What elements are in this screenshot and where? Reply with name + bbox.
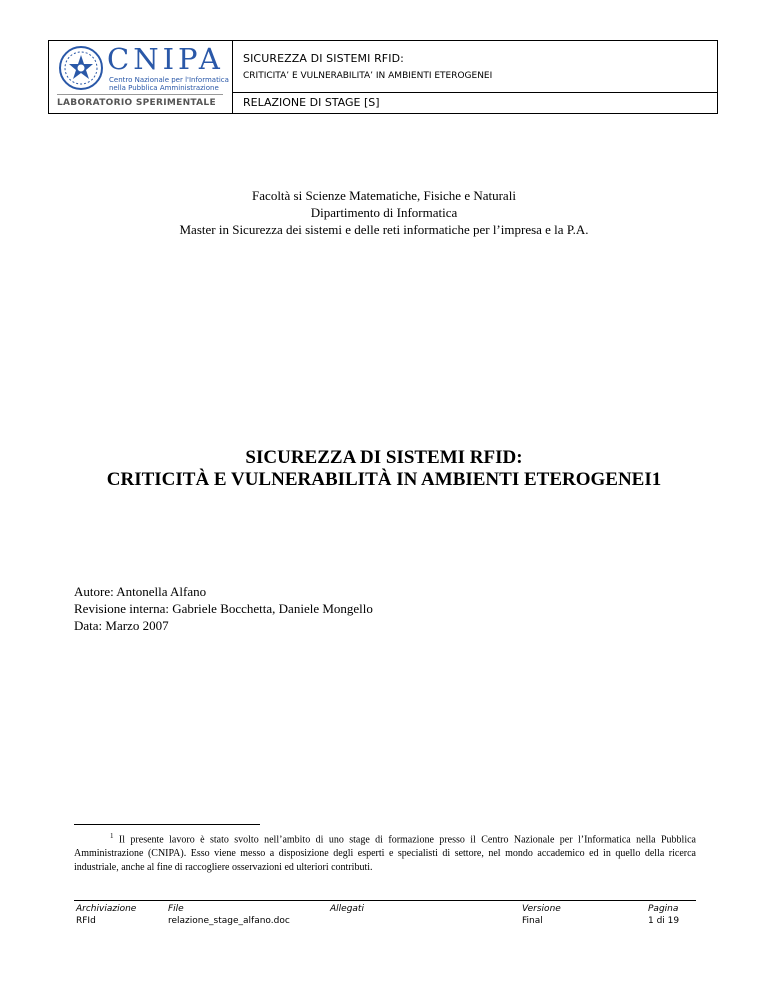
footnote-separator bbox=[74, 824, 260, 825]
logo-tagline-1: Centro Nazionale per l'Informatica bbox=[109, 76, 229, 84]
review-line: Revisione interna: Gabriele Bocchetta, Daniele Mongello bbox=[74, 601, 373, 616]
header-subtitle-cell bbox=[233, 93, 717, 113]
author-line: Autore: Antonella Alfano bbox=[74, 584, 207, 599]
footer-versione-value: Final bbox=[522, 916, 543, 926]
footer-archiviazione-value: RFId bbox=[76, 916, 96, 926]
italian-republic-emblem-icon bbox=[57, 45, 105, 91]
footer-rule bbox=[74, 900, 696, 901]
footer-pagina-label: Pagina bbox=[648, 904, 679, 914]
logo-tagline-2: nella Pubblica Amministrazione bbox=[109, 84, 219, 92]
footer-allegati-label: Allegati bbox=[330, 904, 364, 914]
document-header bbox=[48, 40, 718, 114]
header-title-line-1: SICUREZZA DI SISTEMI RFID: bbox=[243, 52, 404, 65]
date-line: Data: Marzo 2007 bbox=[74, 618, 169, 633]
logo-lab-label: LABORATORIO SPERIMENTALE bbox=[57, 98, 216, 108]
header-title-line-2: CRITICITA’ E VULNERABILITA’ IN AMBIENTI ETEROGENEI bbox=[243, 71, 493, 81]
footer-versione-label: Versione bbox=[522, 904, 561, 914]
cnipa-logo bbox=[49, 41, 233, 113]
department-line: Dipartimento di Informatica bbox=[310, 205, 458, 220]
header-title-cell bbox=[233, 41, 717, 93]
master-line: Master in Sicurezza dei sistemi e delle reti informatiche per l’impresa e la P.A. bbox=[179, 222, 589, 237]
footnote bbox=[74, 829, 696, 875]
footer-pagina-value: 1 di 19 bbox=[648, 916, 680, 926]
document-title-line-1: SICUREZZA DI SISTEMI RFID: bbox=[245, 447, 523, 468]
logo-divider bbox=[57, 94, 223, 95]
logo-wordmark: CNIPA bbox=[107, 42, 224, 76]
footer-file-label: File bbox=[168, 904, 184, 914]
footnote-marker: 1 bbox=[110, 832, 114, 840]
footer-file-value: relazione_stage_alfano.doc bbox=[168, 916, 290, 926]
footer-archiviazione-label: Archiviazione bbox=[76, 904, 137, 914]
faculty-line: Facoltà si Scienze Matematiche, Fisiche e Naturali bbox=[252, 188, 516, 203]
header-subtitle: RELAZIONE DI STAGE [S] bbox=[243, 96, 380, 109]
footnote-text: Il presente lavoro è stato svolto nell’ambito di uno stage di formazione presso il Centro Nazionale per l’Informatica nella Pubblica Amministrazione (CNIPA). Esso viene messo a disposizione degli esperti e specialisti di settore, nel mondo accademico ed in quello della ricerca industriale, anche al fine di raccogliere osservazioni ed ulteriori contributi. bbox=[74, 834, 696, 874]
document-title-line-2: CRITICITÀ E VULNERABILITÀ IN AMBIENTI ETEROGENEI1 bbox=[106, 469, 662, 490]
